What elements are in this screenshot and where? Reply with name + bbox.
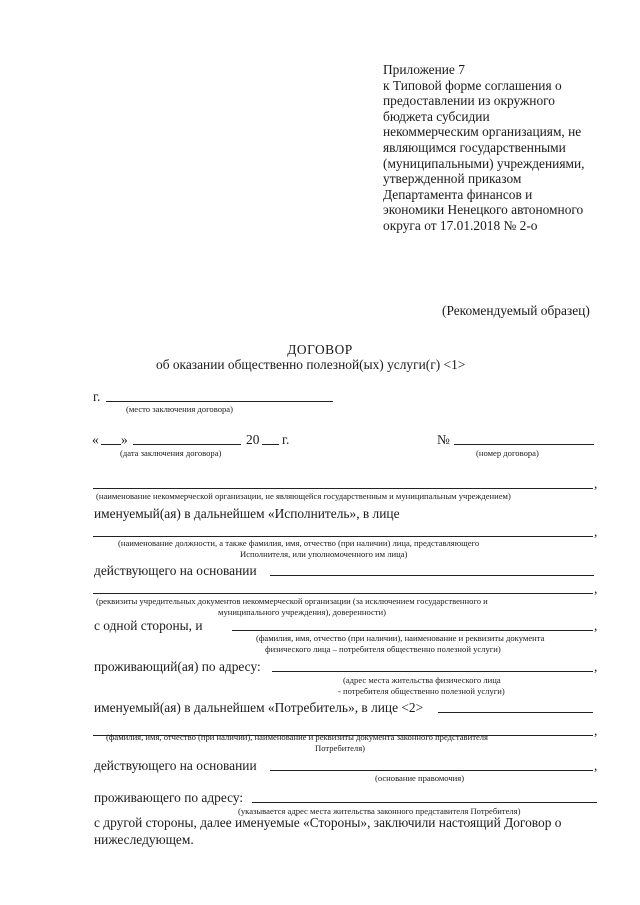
date-month-field[interactable] [133, 444, 241, 445]
appendix-line: бюджета субсидии [383, 108, 490, 124]
one-side-text: с одной стороны, и [94, 618, 203, 633]
rep-caption-line1: (фамилия, имя, отчество (при наличии), наименование и реквизиты документа законного представителя [106, 732, 489, 742]
document-title: ДОГОВОР [287, 342, 353, 357]
acting-on-basis-label: действующего на основании [94, 563, 257, 578]
comma: , [594, 524, 598, 539]
acting-basis-field[interactable] [270, 575, 594, 576]
executor-representative-field[interactable] [93, 536, 593, 537]
requisites-field[interactable] [93, 593, 593, 594]
address-caption-line2: - потребителя общественно полезной услуги) [338, 686, 505, 696]
date-close-quote: » [121, 432, 128, 447]
appendix-line: Департамента финансов и [383, 186, 533, 202]
consumer-text: именуемый(ая) в дальнейшем «Потребитель», в лице <2> [94, 700, 424, 715]
closing-line1: с другой стороны, далее именуемые «Стороны», заключили настоящий Договор о [94, 815, 562, 830]
appendix-line: Приложение 7 [383, 62, 465, 77]
appendix-block [383, 62, 613, 234]
person-caption-line1: (фамилия, имя, отчество (при наличии), наименование и реквизиты документа [256, 633, 545, 643]
comma: , [594, 758, 598, 773]
person-caption-line2: физического лица – потребителя общественно полезной услуги) [265, 644, 501, 654]
address-caption-line1: (адрес места жительства физического лица [343, 675, 501, 685]
appendix-line: являющимся государственными [383, 139, 566, 155]
requisites-caption-line2: муниципального учреждения), доверенности) [218, 607, 386, 617]
date-year-suffix: г. [282, 432, 290, 447]
appendix-line: предоставлении из окружного [383, 93, 555, 109]
authority-basis-field[interactable] [270, 770, 593, 771]
requisites-caption-line1: (реквизиты учредительных документов некоммерческой организации (за исключением государственного и [96, 596, 488, 606]
comma: , [594, 476, 598, 491]
appendix-line: (муниципальными) учреждениями, [383, 155, 585, 171]
city-field[interactable] [106, 401, 333, 402]
city-prefix: г. [93, 389, 101, 404]
appendix-line: некоммерческим организациям, не [383, 124, 582, 140]
closing-line2: нижеследующем. [94, 832, 194, 847]
organization-name-field[interactable] [93, 488, 593, 489]
acting-on-basis-label-2: действующего на основании [94, 758, 257, 773]
position-caption-line1: (наименование должности, а также фамилия, имя, отчество (при наличии) лица, представляющего [118, 538, 480, 548]
comma: , [594, 659, 598, 674]
authority-caption: (основание правомочия) [375, 773, 465, 783]
city-caption: (место заключения договора) [126, 404, 233, 414]
executor-text: именуемый(ая) в дальнейшем «Исполнитель», в лице [94, 506, 400, 521]
sample-note: (Рекомендуемый образец) [442, 303, 590, 318]
date-open-quote: « [92, 432, 99, 447]
appendix-line: к Типовой форме соглашения о [383, 77, 562, 93]
number-prefix: № [437, 432, 450, 447]
rep-address-field[interactable] [252, 802, 597, 803]
comma: , [594, 723, 598, 738]
date-caption: (дата заключения договора) [120, 448, 222, 458]
comma: , [594, 581, 598, 596]
living-at-label: проживающий(ая) по адресу: [94, 659, 261, 674]
number-caption: (номер договора) [476, 448, 539, 458]
organization-caption: (наименование некоммерческой организации, не являющейся государственным и муниципальным учреждением) [96, 491, 511, 501]
comma: , [594, 618, 598, 633]
contract-number-field[interactable] [454, 444, 594, 445]
position-caption-line2: Исполнителя, или уполномоченного им лица) [240, 549, 408, 559]
rep-address-caption: (указывается адрес места жительства законного представителя Потребителя) [238, 806, 521, 816]
consumer-address-field[interactable] [272, 671, 593, 672]
date-year-prefix: 20 [246, 432, 260, 447]
consumer-person-field[interactable] [232, 630, 593, 631]
date-year-field[interactable] [262, 444, 279, 445]
consumer-representative-field[interactable] [438, 712, 593, 713]
document-subtitle: об оказании общественно полезной(ых) услуги(г) <1> [156, 357, 466, 372]
living-at-label-2: проживающего по адресу: [94, 790, 244, 805]
date-day-field[interactable] [101, 444, 121, 445]
appendix-line: утвержденной приказом [383, 171, 522, 187]
rep-caption-line2: Потребителя) [315, 743, 366, 753]
appendix-line: округа от 17.01.2018 № 2-о [383, 217, 538, 233]
appendix-line: экономики Ненецкого автономного [383, 202, 584, 218]
